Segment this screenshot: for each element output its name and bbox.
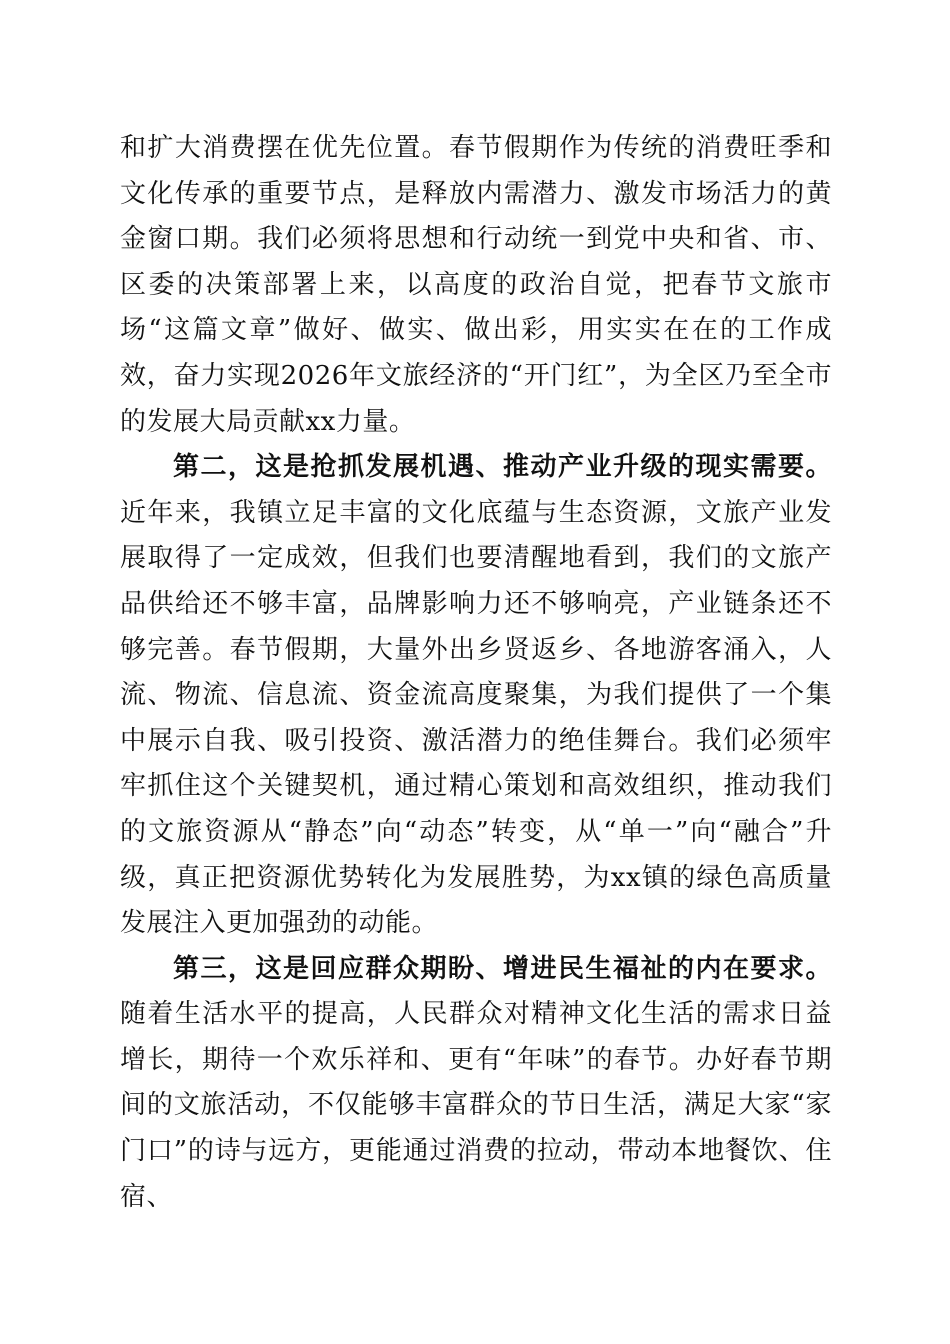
paragraph-3 [120, 947, 832, 1221]
paragraph-2-lead: 第二，这是抢抓发展机遇、推动产业升级的现实需要。 [173, 452, 832, 483]
paragraph-1 [120, 126, 832, 445]
document-body [120, 126, 832, 1220]
paragraph-1-text: 和扩大消费摆在优先位置。春节假期作为传统的消费旺季和文化传承的重要节点，是释放内需潜力、激发市场活力的黄金窗口期。我们必须将思想和行动统一到党中央和省、市、区委的决策部署上来，以高度的政治自觉，把春节文旅市场“这篇文章”做好、做实、做出彩，用实实在在的工作成效，奋力实现2026年文旅经济的“开门红”，为全区乃至全市的发展大局贡献xx力量。 [120, 133, 832, 437]
paragraph-3-lead: 第三，这是回应群众期盼、增进民生福祉的内在要求。 [173, 953, 832, 984]
paragraph-2-text: 近年来，我镇立足丰富的文化底蕴与生态资源，文旅产业发展取得了一定成效，但我们也要清醒地看到，我们的文旅产品供给还不够丰富，品牌影响力还不够响亮，产业链条还不够完善。春节假期，大量外出乡贤返乡、各地游客涌入，人流、物流、信息流、资金流高度聚集，为我们提供了一个集中展示自我、吸引投资、激活潜力的绝佳舞台。我们必须牢牢抓住这个关键契机，通过精心策划和高效组织，推动我们的文旅资源从“静态”向“动态”转变，从“单一”向“融合”升级，真正把资源优势转化为发展胜势，为xx镇的绿色高质量发展注入更加强劲的动能。 [120, 497, 832, 939]
paragraph-3-text: 随着生活水平的提高，人民群众对精神文化生活的需求日益增长，期待一个欢乐祥和、更有“年味”的春节。办好春节期间的文旅活动，不仅能够丰富群众的节日生活，满足大家“家门口”的诗与远方，更能通过消费的拉动，带动本地餐饮、住宿、 [120, 999, 832, 1212]
paragraph-2 [120, 445, 832, 947]
